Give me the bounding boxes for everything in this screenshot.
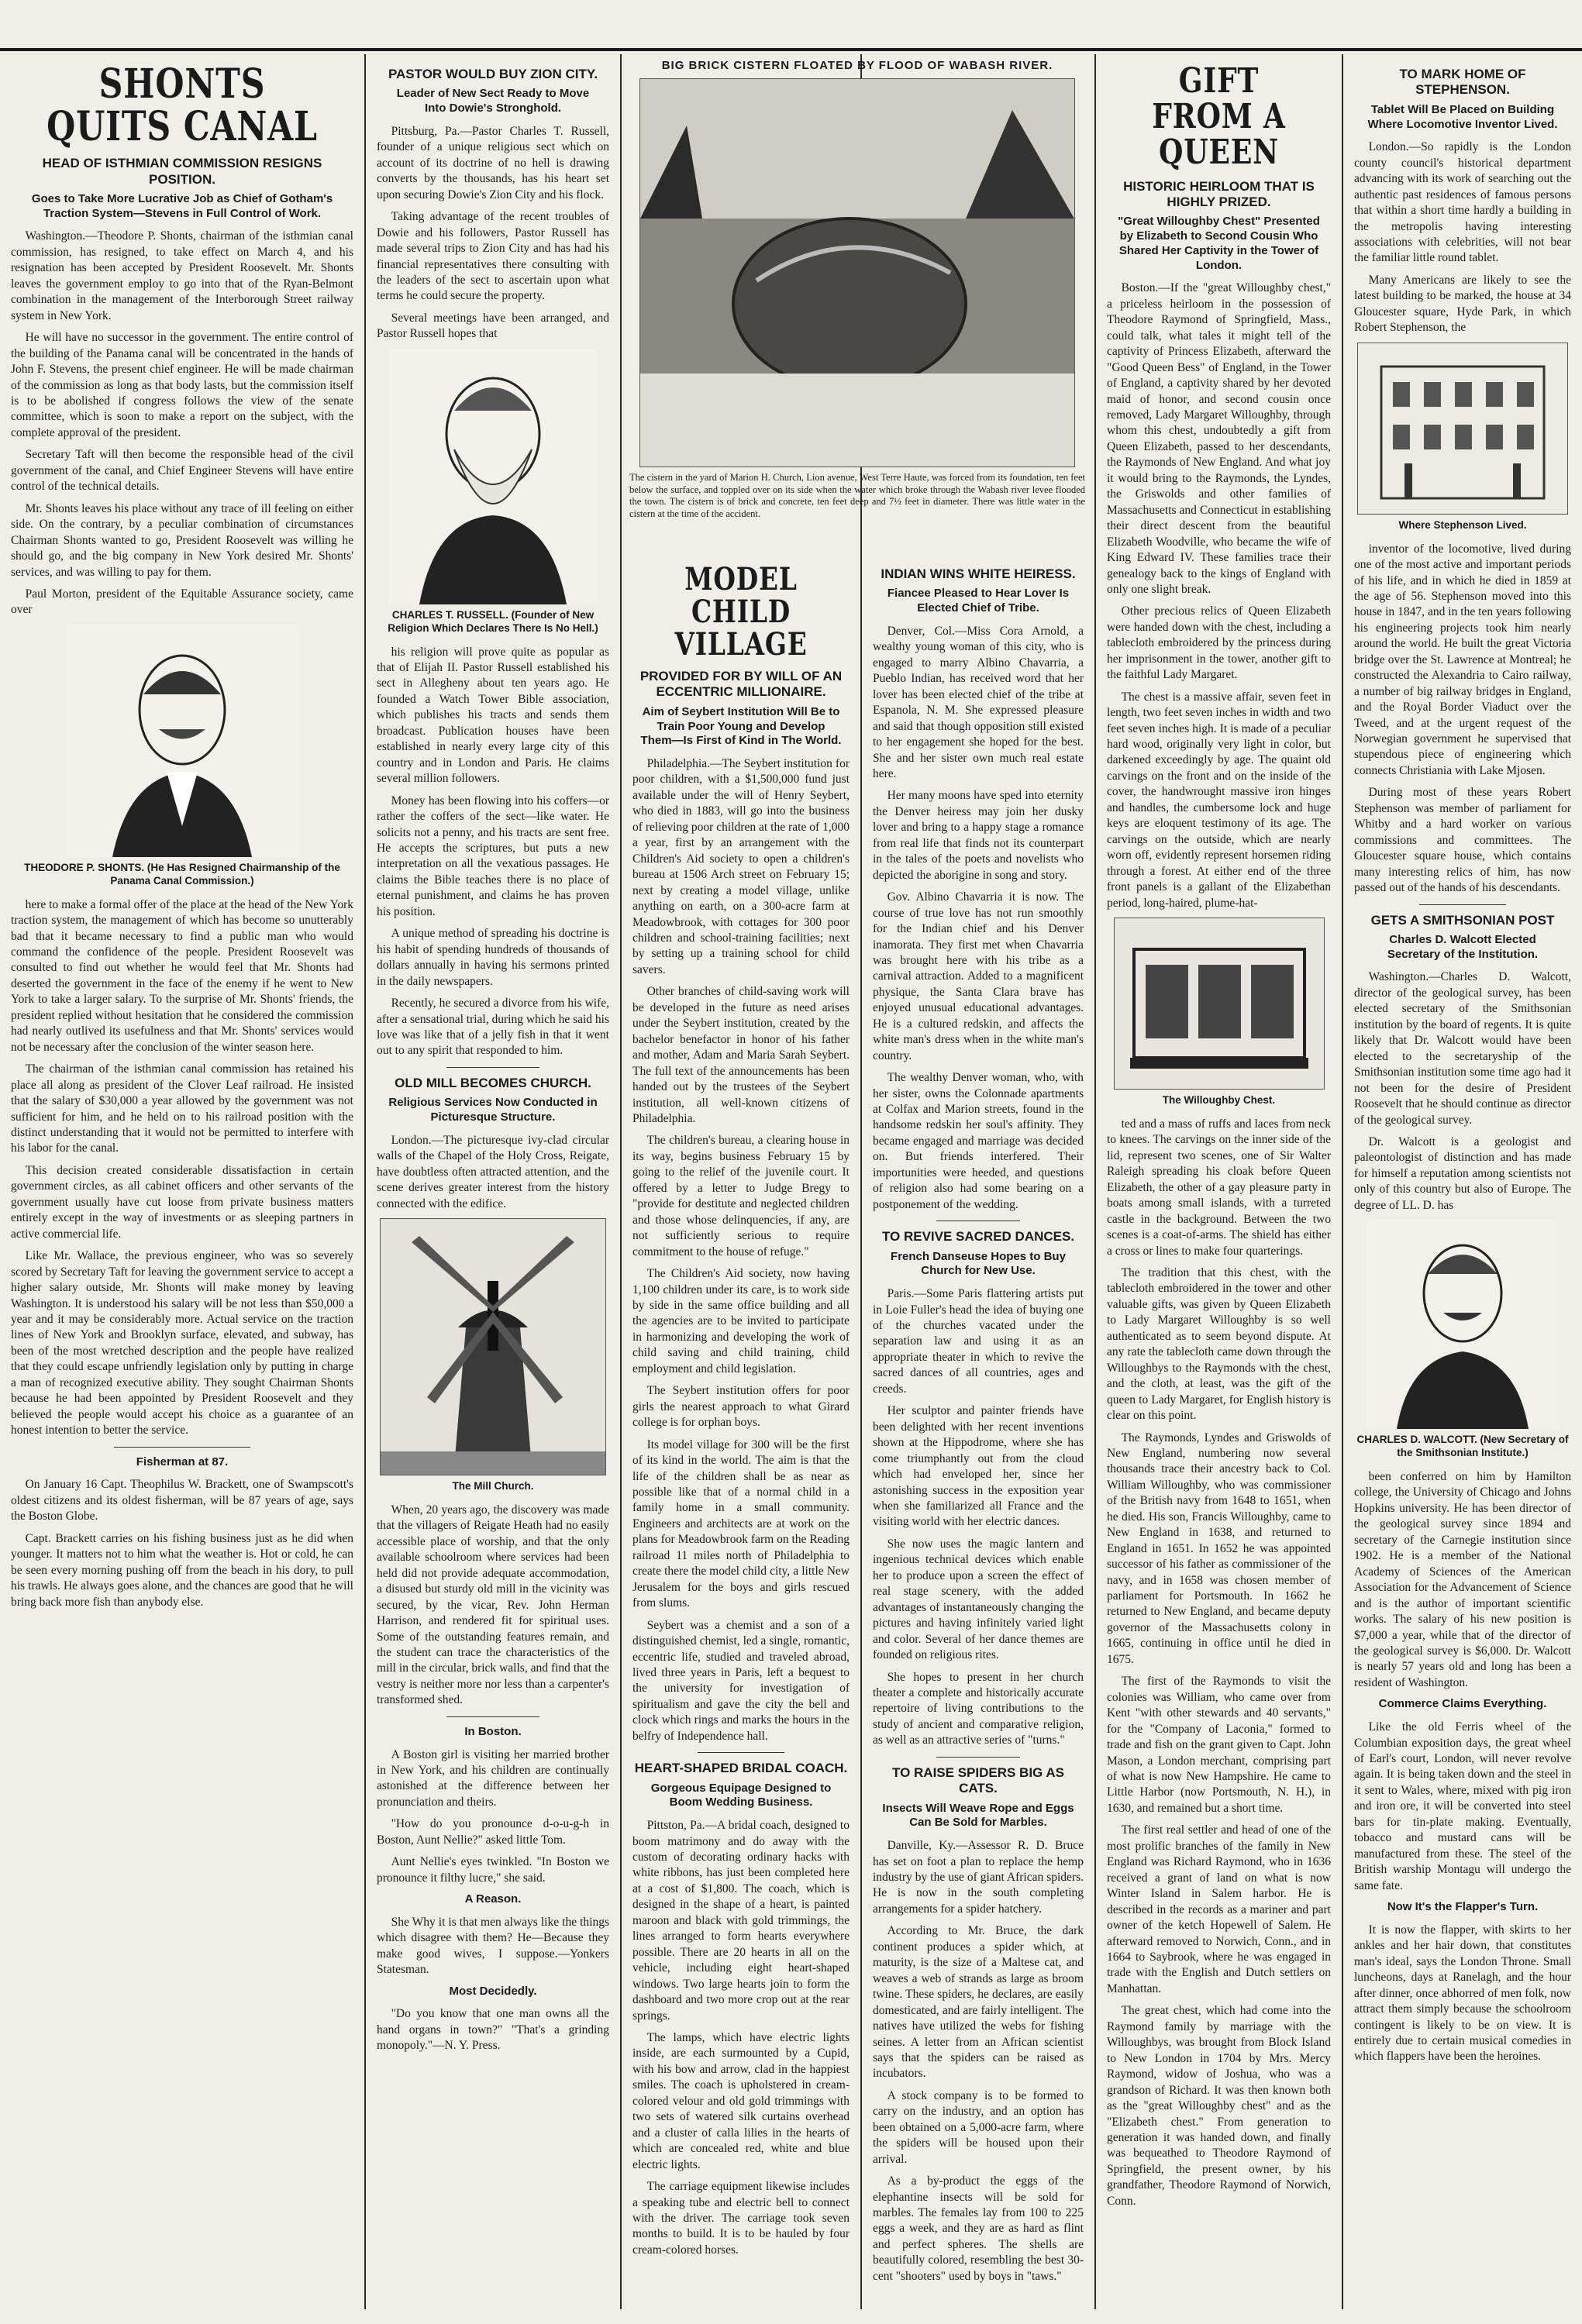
paragraph: She Why it is that men always like the things which disagree with them? He—Because they make good wives, I suppose.—Yonkers Statesman. <box>377 1915 609 1977</box>
deck: "Great Willoughby Chest" Presented by Elizabeth to Second Cousin Who Shared Her Captivity in the Tower of London. <box>1118 215 1320 272</box>
column-child-village <box>622 554 860 2309</box>
paragraph: Mr. Shonts leaves his place without any trace of ill feeling on either side. On the contrary, by a peculiar combination of circumstances Chairman Shonts wanted to go, President Roosevelt was willing he should go, and the big company in New York desired Mr. Shonts' services, and was willing to pay for them. <box>11 501 353 579</box>
headline: MODEL CHILD VILLAGE <box>674 561 808 663</box>
subhead-reason: A Reason. <box>464 1892 522 1906</box>
divider <box>1419 904 1506 905</box>
paragraph: Washington.—Charles D. Walcott, director of the geological survey, has been elected secretary of the Smithsonian institution by the board of regents. It is quite likely that Dr. Walcott would have been elected to the secretaryship of the Smithsonian institution some time ago had it not been for the desire of President Roosevelt that he should continue as director of the geological survey. <box>1354 970 1571 1127</box>
paragraph: "How do you pronounce d-o-u-g-h in Boston, Aunt Nellie?" asked little Tom. <box>377 1817 609 1847</box>
headline: TO REVIVE SACRED DANCES. <box>881 1229 1075 1245</box>
divider <box>698 1752 784 1753</box>
paragraph: The first of the Raymonds to visit the colonies was William, who came over from Kent "with other stewards and 40 servants," for the "Company of Laconia," formed to trade and fish on the grant given to Capt. John Mason, a London merchant, comprising part of what is now New Hampshire. He came to Little Harbor (now Portsmouth, N. H.), in 1630, and remained but a short time. <box>1107 1675 1331 1815</box>
house-caption: Where Stephenson Lived. <box>1398 518 1527 531</box>
paragraph: been conferred on him by Hamilton college, the University of Chicago and Johns Hopkins university. He has been director of the geological survey since 1894 and secretary of the Carnegie institution since 1902. He is a member of the National Academy of Sciences of the American Association for the Advancement of Science and is the author of important scientific works. The salary of his new position is $7,000 a year, while that of the director of the geological survey is $6,000. Dr. Walcott is nearly 57 years old and long has been a resident of Washington. <box>1354 1470 1571 1689</box>
paragraph: Her sculptor and painter friends have been delighted with her recent inventions shown at the Hippodrome, where she has come triumphantly out from the cloud which had enveloped her, since her astonishing success in the exposition year when she familiarized all France and the visiting world with her electric dances. <box>873 1404 1084 1529</box>
paragraph: The lamps, which have electric lights inside, are each surmounted by a Cupid, with his bow and arrow, clad in the happiest smiles. The coach is upholstered in cream-colored velour and old gold trimmings with two sets of watered silk curtains overhead and a cluster of calla lilies in the hearts of which are concealed red, white and blue electric lights. <box>632 2031 850 2171</box>
divider <box>114 1447 251 1448</box>
deck: Aim of Seybert Institution Will Be to Train Poor Young and Develop Them—Is First of Kind in The World. <box>640 704 842 748</box>
paragraph: The carriage equipment likewise includes a speaking tube and electric bell to connect with the driver. The carriage took seven months to build. It is to be hauled by four cream-colored horses. <box>632 2180 850 2257</box>
paragraph: Pittston, Pa.—A bridal coach, designed to boom matrimony and do away with the custom of decorating ordinary hacks with white ribbons, has just been completed here at a cost of $1,800. The coach, which is designed in the shape of a heart, is painted maroon and black with gold trimmings, the lines arranged to form hearts everywhere possible. There are 20 hearts in all on the vehicle, including eight heart-shaped windows. Two large hearts join to form the dashboard and two more crop out at the rear springs. <box>632 1819 850 2023</box>
paragraph: London.—The picturesque ivy-clad circular walls of the Chapel of the Holy Cross, Reigate, have doubtless often attracted attention, and the scene derives greater interest from the history connected with the edifice. <box>377 1133 609 1210</box>
paragraph: Other precious relics of Queen Elizabeth were handed down with the chest, including a tablecloth embroidered by the princess during her imprisonment in the tower, another gift to the faithful Lady Margaret. <box>1107 604 1331 682</box>
headline: SHONTS QUITS CANAL <box>47 60 318 150</box>
paragraph: The first real settler and head of one of the most prolific branches of the family in New England was Richard Raymond, who in 1636 received a grant of land on what is now Winter Island in Salem harbor. He is described in the records as a mariner and part owner of the ketch Hopewell of Salem. He afterward removed to Norwich, Conn., and in 1664 to Saybrook, where he was engaged in trade with the English and Dutch settlers on Manhattan. <box>1107 1823 1331 1995</box>
paragraph: Boston.—If the "great Willoughby chest," a priceless heirloom in the possession of Theodore Raymond of Springfield, Mass., could talk, what tales it might tell of the captivity of Princess Elizabeth, afterward the "Good Queen Bess" of England, in the Tower of England, a captivity shared by her devoted maid of honor, and second cousin once removed, Lady Margaret Willoughby, through whom this chest, undoubtedly a gift from Queen Elizabeth, passed to her descendants, the Raymonds of New England. And what joy it would bring to the Raymonds, the Lyndes, the Griswolds and other families of Massachusetts and Connecticut in establishing their direct descent from the beautiful Elizabeth Woodville, who became the wife of King Edward IV. These families trace their genealogy back to the kings of England with only one slight break. <box>1107 281 1331 596</box>
paragraph: Aunt Nellie's eyes twinkled. "In Boston we pronounce it filthy lucre," she said. <box>377 1855 609 1885</box>
paragraph: On January 16 Capt. Theophilus W. Brackett, one of Swampscott's oldest citizens and its oldest fisherman, will be 87 years of age, says the Boston Globe. <box>11 1478 353 1524</box>
divider <box>446 1716 539 1717</box>
deck: Leader of New Sect Ready to Move Into Dowie's Stronghold. <box>396 87 590 115</box>
deck: Fiancee Pleased to Hear Lover Is Elected Chief of Tribe. <box>887 587 1070 615</box>
paragraph: The children's bureau, a clearing house in its way, begins business February 15 by going to the relief of the juvenile court. It offered by a letter to Judge Bregy to "provide for destitute and neglected children and those whose delinquencies, if any, are not sufficiently serious to require commitment to the house of refuge." <box>632 1134 850 1258</box>
feature-banner: BIG BRICK CISTERN FLOATED BY FLOOD OF WABASH RIVER. <box>661 59 1053 72</box>
paragraph: Like the old Ferris wheel of the Columbian exposition days, the great wheel of Earl's court, London, will never revolve again. It is being taken down and the steel in it sent to Wales, where, mixed with pig iron and iron ore, it will be converted into steel bars for tin-plate making. Eventually, tobacco and mustard cans will be manufactured from these. The steel of the British warship Montagu will undergo the same fate. <box>1354 1720 1571 1892</box>
portrait-caption: THEODORE P. SHONTS. (He Has Resigned Chairmanship of the Panama Canal Commission.) <box>24 861 340 887</box>
paragraph: Paul Morton, president of the Equitable Assurance society, came over <box>11 587 353 617</box>
paragraph: Like Mr. Wallace, the previous engineer, who was so severely scored by Secretary Taft for leaving the government service to accept a higher salary outside, Mr. Shonts will make money by leaving Washington. It is understood his salary will be not less than $50,000 a year and it may be considerably more. Actual service on the traction lines of New York and Brooklyn surface, elevated, and subway, has been of the most wretched description and the people have realized that they could escape unfriendly legislation only by putting in charge a man of recognized executive ability. They sought Chairman Shonts because he had been appointed by President Roosevelt and they believed the people would accept his choice as a guarantee of an honest intention to better the service. <box>11 1249 353 1437</box>
cistern-feature <box>622 54 1093 550</box>
chest-caption: The Willoughby Chest. <box>1162 1094 1276 1107</box>
column-shonts <box>0 54 364 2309</box>
top-rule <box>0 48 1582 51</box>
deck: Tablet Will Be Placed on Building Where Locomotive Inventor Lived. <box>1367 102 1558 131</box>
paragraph: Denver, Col.—Miss Cora Arnold, a wealthy young woman of this city, who is engaged to marry Albino Chavarria, a Pueblo Indian, has received word that her lover has been elected chief of the tribe at Espanola, N. M. She expressed pleasure and said that though opposition still existed to her engagement she hoped for the best. She and her sister own much real estate here. <box>873 624 1084 780</box>
paragraph: London.—So rapidly is the London county council's historical department advancing with its work of searching out the authentic past residences of famous persons that within a short time hardly a building in the metropolis having interesting associations with celebrities, will not bear the familiar little round tablet. <box>1354 140 1571 265</box>
deck: Insects Will Weave Rope and Eggs Can Be Sold for Marbles. <box>882 1801 1074 1830</box>
paragraph: "Do you know that one man owns all the hand organs in town?" "That's a grinding monopoly."—N. Y. Press. <box>377 2007 609 2053</box>
headline: TO MARK HOME OF STEPHENSON. <box>1399 67 1526 98</box>
headline: GIFT FROM A QUEEN <box>1152 61 1286 173</box>
deck: Charles D. Walcott Elected Secretary of the Institution. <box>1387 932 1539 961</box>
column-queen-gift <box>1096 54 1342 2309</box>
paragraph: The tradition that this chest, with the tablecloth embroidered in the tower and other valuable gifts, was given by Queen Elizabeth to Lady Margaret Willoughby is so well authenticated as to seem beyond dispute. At any rate the tablecloth came down through the Willoughbys to the Raymonds with the chest, and the cloth, at least, was the gift of the queen to Lady Margaret, for English history is clear on this point. <box>1107 1265 1331 1423</box>
paragraph: The wealthy Denver woman, who, with her sister, owns the Colonnade apartments at Colfax and Marion streets, found in the handsome redskin her soul's affinity. They became engaged and marriage was decided on. But friends interfered. Their importunities were heeded, and questions of religion also had some bearing on a postponement of the wedding. <box>873 1071 1084 1211</box>
paragraph: Paris.—Some Paris flattering artists put in Loie Fuller's head the idea of buying one of the churches vacated under the separation law and using it as an appropriate theater in which to revive the sacred dances of all countries, ages and creeds. <box>873 1287 1084 1396</box>
deck: Religious Services Now Conducted in Picturesque Structure. <box>388 1096 598 1124</box>
paragraph: This decision created considerable dissatisfaction in certain government circles, as all cabinet officers and other servants of the government usually have cut loose from private business matters entirely except in the way of investments or as sleeping partners in active commercial life. <box>11 1163 353 1241</box>
paragraph: It is now the flapper, with skirts to her ankles and her hair down, that constitutes man's ideal, says the London Throne. Small luncheons, days at Ranelagh, and the hour after dinner, once abhorred of men folk, now attract them simply because the schoolroom contingent is likely to be on view. It is entirely due to certain musical comedies in which flappers have been the heroines. <box>1354 1923 1571 2064</box>
paragraph: The Children's Aid society, now having 1,100 children under its care, is to work side by side in the same office building and all the agencies are to be invited to participate in harmonizing and developing the work of child saving and child training, child employment and child legislation. <box>632 1267 850 1375</box>
portrait-russell <box>388 349 598 604</box>
paragraph: Danville, Ky.—Assessor R. D. Bruce has set on foot a plan to replace the hemp industry by the use of giant African spiders. He is now in the south completing arrangements for a spider hatchery. <box>873 1839 1084 1916</box>
portrait-shonts <box>66 625 298 857</box>
paragraph: The Seybert institution offers for poor girls the nearest approach to what Girard college is for orphan boys. <box>632 1384 850 1430</box>
headline: HEART-SHAPED BRIDAL COACH. <box>634 1761 848 1776</box>
headline: PASTOR WOULD BUY ZION CITY. <box>388 67 598 81</box>
paragraph: Her many moons have sped into eternity the Denver heiress may join her dusky lover and bring to a happy stage a romance from real life that finds not its counterpart in the tales of the poets and novelists who depicted the aborigine in song and story. <box>873 789 1084 882</box>
headline: GETS A SMITHSONIAN POST <box>1370 912 1555 928</box>
portrait-walcott <box>1366 1220 1560 1429</box>
headline: INDIAN WINS WHITE HEIRESS. <box>881 566 1076 581</box>
column-stephenson <box>1343 54 1582 2309</box>
willoughby-chest-illustration <box>1114 918 1325 1090</box>
paragraph: She now uses the magic lantern and ingenious technical devices which enable her to produce upon a screen the effect of real stage scenery, with the added advantages of instantaneously changing the pictures and having infinitely varied light and color. Several of her dance themes are founded on religious rites. <box>873 1537 1084 1662</box>
paragraph: Pittsburg, Pa.—Pastor Charles T. Russell, founder of a unique religious sect which on account of its doctrine of no hell is drawing converts by the thousands, has his heart set upon securing Dowie's Zion City and his flock. <box>377 124 609 201</box>
paragraph: Many Americans are likely to see the latest building to be marked, the house at 34 Gloucester square, Hyde Park, in which Robert Stephenson, the <box>1354 273 1571 335</box>
paragraph: The chairman of the isthmian canal commission has retained his place all along as president of the Clover Leaf railroad. He insisted that the salary of $30,000 a year allowed by the government was not sufficient for him, and he held on to his railroad position with the distinct understanding that it would not be permitted to interfere with his labor for the canal. <box>11 1062 353 1155</box>
subhead-commerce: Commerce Claims Everything. <box>1378 1697 1547 1711</box>
mill-church-illustration <box>380 1218 606 1475</box>
portrait-caption: CHARLES D. WALCOTT. (New Secretary of the Smithsonian Institute.) <box>1356 1434 1569 1459</box>
paragraph: She hopes to present in her church theater a complete and historically accurate repertoire of living contributions to the study of ancient and comparative religion, as well as an attractive series of "turns." <box>873 1670 1084 1747</box>
paragraph: A unique method of spreading his doctrine is his habit of spending hundreds of thousands of dollars annually in having his sermons printed in the daily newspapers. <box>377 927 609 988</box>
paragraph: A stock company is to be formed to carry on the industry, and an option has been obtained on a 5,000-acre farm, where the spiders will be housed upon their arrival. <box>873 2088 1084 2166</box>
deck: Goes to Take More Lucrative Job as Chief of Gotham's Traction System—Stevens in Full Control of Work. <box>31 191 333 220</box>
paragraph: Its model village for 300 will be the first of its kind in the world. The aim is that the life of the children shall be as near as possible like that of a normal child in a family home in a small community. Engineers and architects are at work on the plans for Meadowbrook farm on the Reading railroad 11 miles north of Philadelphia to create there the model child city, a little New Jerusalem for the boys and girls rescued from slums. <box>632 1437 850 1610</box>
paragraph: his religion will prove quite as popular as that of Elijah II. Pastor Russell established his sect in Allegheny about ten years ago. He founded a Watch Tower Bible association, which publishes his tracts and sends them broadcast. Publication houses have been established in nearly every large city of this country and in London and Paris. He claims several million followers. <box>377 645 609 786</box>
divider <box>446 1067 539 1068</box>
paragraph: Dr. Walcott is a geologist and paleontologist of distinction and has made for himself a reputation among scientists not only of this country but also of Europe. The degree of LL. D. has <box>1354 1134 1571 1212</box>
paragraph: ted and a mass of ruffs and laces from neck to knees. The carvings on the inner side of the lid, represent two scenes, one of Sir Walter Raleigh spreading his cloak before Queen Elizabeth, the other of a gay pleasure party in boats among small islands, with a turreted castle in the background. Between the two scenes is a coat-of-arms. The shield has either a cross or lines to make four quarterings. <box>1107 1117 1331 1258</box>
deck: French Danseuse Hopes to Buy Church for New Use. <box>891 1249 1066 1278</box>
paragraph: Money has been flowing into his coffers—or rather the coffers of the sect—like water. He solicits not a penny, and his tracts are sent free. He accepts the scriptures, but puts a new interpretation on all the vexatious passages. He claims the Bible teaches there is no place of eternal punishment, and claims he has proven his position. <box>377 794 609 918</box>
stephenson-house-illustration <box>1357 343 1568 515</box>
subhead-decided: Most Decidedly. <box>449 1984 537 1998</box>
divider <box>936 1757 1021 1758</box>
subhead: HISTORIC HEIRLOOM THAT IS HIGHLY PRIZED. <box>1123 178 1315 209</box>
paragraph: Secretary Taft will then become the responsible head of the civil government of the canal, and Chief Engineer Stevens will have entire control of the technical details. <box>11 448 353 494</box>
paragraph: When, 20 years ago, the discovery was made that the villagers of Reigate Heath had no easily accessible place of worship, and that the only available schoolroom where services had been held did not provide adequate accommodation, a disused but sturdy old mill in the vicinity was secured, by the vicar, Rev. John Herman Harrison, and rendered fit for spiritual uses. Some of the outstanding features remain, and the student can trace the characteristics of the mill in the circular, brick walls, and find that the vestry is neither more nor less than a carpenter's transformed shed. <box>377 1503 609 1707</box>
paragraph: As a by-product the eggs of the elephantine insects will be sold for marbles. The females lay from 100 to 225 eggs a week, and they are as hard as flint and perfect spheres. The shells are beautifully colored, resembling the best 30-cent "shooters" used by boys in "taws." <box>873 2174 1084 2283</box>
paragraph: Philadelphia.—The Seybert institution for poor children, with a $1,500,000 fund just available under the will of Henry Seybert, who died in 1883, will go into the business of relieving poor children at the rate of 1,000 a year, first by an arrangement with the Children's Aid society to open a children's bureau at 1506 Arch street on February 15; next by creating a model village, unlike anything on earth, on a 300-acre farm at Meadowbrook, with cottages for 300 poor children and school-training facilities; next by setting up a training school for child savers. <box>632 757 850 976</box>
portrait-caption: CHARLES T. RUSSELL. (Founder of New Religion Which Declares There Is No Hell.) <box>388 608 598 634</box>
subhead-flapper: Now It's the Flapper's Turn. <box>1387 1900 1539 1914</box>
paragraph: During most of these years Robert Stephenson was member of parliament for Whitby and a hard worker on various commissions and committees. The Gloucester square house, which contains many interesting relics of him, has now passed out of the hands of his descendants. <box>1354 786 1571 895</box>
headline: TO RAISE SPIDERS BIG AS CATS. <box>892 1765 1064 1796</box>
paragraph: The Raymonds, Lyndes and Griswolds of New England, numbering now several thousands trace their ancestry back to Col. William Willoughby, who was commissioner of the British navy from 1648 to 1651, when he died. His son, Francis Willoughby, came to New England in 1638, and returned to England in 1651. In 1652 he was appointed successor of his father as commissioner of the navy, and in 1658 was chosen member of parliament for Portsmouth. In 1662 he returned to New England, and became deputy governor of the Massachusetts colony in 1665, continuing in office until he died in 1675. <box>1107 1431 1331 1666</box>
paragraph: Taking advantage of the recent troubles of Dowie and his followers, Pastor Russell has made several trips to Zion City and has had his financial representatives there consulting with the leaders of the sect to ascertain upon what terms he could secure the property. <box>377 210 609 303</box>
paragraph: The chest is a massive affair, seven feet in length, two feet seven inches in width and two feet seven inches high. It is made of a peculiar hard wood, originally very light in color, but darkened exceedingly by age. The quaint old carvings on the front and on the inside of the cover, the handwrought massive iron hinges and handles, the cumbersome lock and huge keys are eloquent testimony of its age. The carvings on the outside, which are nearly worn off, evidently represent horsemen riding through a forest. At either end of the three front panels is a gallant of the Elizabethan period, long-haired, plume-hat- <box>1107 690 1331 910</box>
paragraph: here to make a formal offer of the place at the head of the New York traction system, the management of which has become so unutterably bad that it became necessary to find a public man who would command the confidence of the people. President Roosevelt was consulted to find out whether he would feel that Mr. Shonts had deserted the government in the face of the enemy if he went to New York to take a larger salary. To the surprise of Mr. Shonts' friends, the president replied without hesitation that he considered the commission had nearly outlived its usefulness and that Mr. Shonts' services would not be necessary after the conclusion of the winter season here. <box>11 897 353 1054</box>
subhead-boston: In Boston. <box>464 1724 522 1738</box>
paragraph: inventor of the locomotive, lived during one of the most active and important periods of his life, and in which he died in 1859 at the age of 56. Stephenson moved into this house in 1847, and in the ten years following his engineering projects took him nearly around the world. He built the great Victoria bridge over the St. Lawrence at Montreal; he constructed the Alexandria to Cairo railway, a number of big railway bridges in England, and the Royal Border Viaduct over the Tweed, and at the urgent request of the Norwegian government he supervised that stupendous piece of engineering which connects Christiania with Lake Mjosen. <box>1354 542 1571 777</box>
paragraph: Seybert was a chemist and a son of a distinguished chemist, led a single, romantic, eccentric life, studied and traveled abroad, lived three years in Paris, left a bequest to the university for investigation of spiritualism and gave the city the bell and clock which rings and marks the hours in the belfry of Independence hall. <box>632 1618 850 1743</box>
paragraph: He will have no successor in the government. The entire control of the building of the Panama canal will be concentrated in the hands of John F. Stevens, the present chief engineer. He will be made chairman of the commission as long as that body lasts, but the commission itself is to be abolished if congress follows the view of the senate committee, which is soon to make a report on the subject, with the complete approval of the president. <box>11 331 353 439</box>
paragraph: The great chest, which had come into the Raymond family by marriage with the Willoughbys, was brought from Block Island to New London in 1704 by Mrs. Mercy Raymond, widow of Joshua, who was a grandson of Richard. It was then known both as the "great Willoughby chest" and as the "Elizabeth chest." From generation to generation it was handed down, and finally was bequeathed to Theodore Raymond of Springfield, the present owner, by his grandfather, Theodore Raymond of Norwich, Conn. <box>1107 2004 1331 2208</box>
photo-caption: The cistern in the yard of Marion H. Church, Lion avenue, West Terre Haute, was forced from its foundation, ten feet below the surface, and toppled over on its side when the water which broke through the Wabash river levee flooded the town. The cistern is of brick and concrete, ten feet deep and 7½ feet in diameter. There was little water in the cistern at the time of the accident. <box>629 472 1085 519</box>
subhead-fisherman: Fisherman at 87. <box>136 1455 229 1468</box>
subhead: HEAD OF ISTHMIAN COMMISSION RESIGNS POSITION. <box>42 156 322 187</box>
paragraph: A Boston girl is visiting her married brother in New York, and his children are continually astonished at the difference between her pronunciation and theirs. <box>377 1747 609 1809</box>
paragraph: Washington.—Theodore P. Shonts, chairman of the isthmian canal commission, has resigned, to take effect on March 4, and his resignation has been accepted by President Roosevelt. Mr. Shonts leaves the government employ to go into that of the Ryan-Belmont combination in the management of the Interborough Street railway system in New York. <box>11 229 353 322</box>
cistern-photo <box>639 78 1075 467</box>
deck: Gorgeous Equipage Designed to Boom Wedding Business. <box>650 1781 832 1809</box>
column-zion <box>366 54 620 2309</box>
paragraph: According to Mr. Bruce, the dark continent produces a spider which, at maturity, is the size of a Maltese cat, and weaves a web of strands as large as broom twine. These spiders, he declares, are easily domesticated, and are fairly intelligent. The natives have utilized the webs for fishing seines. A letter from an African scientist says that the spiders can be raised as incubators. <box>873 1924 1084 2081</box>
paragraph: Capt. Brackett carries on his fishing business just as he did when younger. It matters not to him what the weather is. Hot or cold, he can be seen every morning pushing off from the beach in his dory, to pull his trawls. He always goes alone, and the chances are good that he will bring back more fish than anybody else. <box>11 1531 353 1609</box>
subhead: PROVIDED FOR BY WILL OF AN ECCENTRIC MILLIONAIRE. <box>639 669 843 700</box>
paragraph: Recently, he secured a divorce from his wife, after a sensational trial, during which he said his love was like that of a jelly fish in that it went out to any spirit that responded to him. <box>377 997 610 1058</box>
paragraph: Other branches of child-saving work will be developed in the future as need arises under the Seybert institution, created by the bachelor benefactor in honor of his father and mother, Adam and Maria Sarah Seybert. The full text of the announcements has been handed out by the trustees of the Seybert institution, all well-known citizens of Philadelphia. <box>632 985 850 1125</box>
headline: OLD MILL BECOMES CHURCH. <box>395 1075 591 1090</box>
mill-caption: The Mill Church. <box>452 1480 534 1493</box>
paragraph: Gov. Albino Chavarria it is now. The course of true love has not run smoothly for the Indian chief and his Denver inamorata. They first met when Chavarria was brought here with his tribe as a carnival attraction. Added to a magnificent physique, the Santa Clara brave has enjoyed unusual educational advantages. He is a cultured redskin, and affects the white man's dress when in the white man's country. <box>873 890 1084 1062</box>
column-indian-heiress <box>862 554 1094 2309</box>
paragraph: Several meetings have been arranged, and Pastor Russell hopes that <box>377 311 609 341</box>
